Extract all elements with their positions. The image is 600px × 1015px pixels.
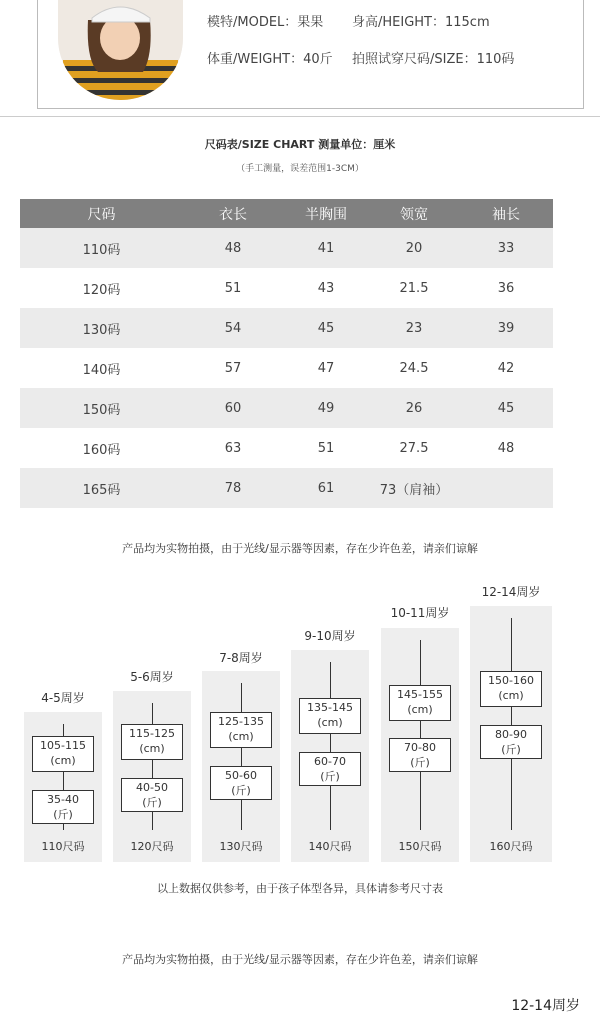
reference-note: 以上数据仅供参考，由于孩子体型各异，具体请参考尺寸表 xyxy=(157,882,443,895)
size-label: 150尺码 xyxy=(398,840,442,853)
size-table xyxy=(20,199,553,508)
cell-size: 110码 xyxy=(82,242,121,258)
cell-sleeve: 45 xyxy=(497,400,515,416)
table-row xyxy=(20,228,553,268)
cell-size: 150码 xyxy=(82,402,121,418)
cell-chest: 51 xyxy=(317,440,335,456)
table-row xyxy=(20,428,553,468)
cell-sleeve: 39 xyxy=(497,320,515,336)
model-weight: 体重/WEIGHT：40斤 xyxy=(207,52,333,67)
age-label: 12-14周岁 xyxy=(481,585,541,599)
height-range-box: 115-125 (cm) xyxy=(121,724,183,760)
cell-length: 60 xyxy=(224,400,242,416)
size-label: 140尺码 xyxy=(308,840,352,853)
height-range-box: 125-135 (cm) xyxy=(210,712,272,748)
cell-collar: 24.5 xyxy=(399,360,429,376)
cell-length: 63 xyxy=(224,440,242,456)
height-range-box: 105-115 (cm) xyxy=(32,736,94,772)
table-row xyxy=(20,388,553,428)
cell-collar: 23 xyxy=(405,320,423,336)
age-label: 9-10周岁 xyxy=(304,629,356,643)
cell-length: 54 xyxy=(224,320,242,336)
table-row xyxy=(20,468,553,508)
header-collar: 领宽 xyxy=(400,206,428,223)
cell-length: 48 xyxy=(224,240,242,256)
cell-chest: 43 xyxy=(317,280,335,296)
table-row xyxy=(20,268,553,308)
weight-range-box: 50-60 (斤) xyxy=(210,766,272,800)
color-disclaimer: 产品均为实物拍摄，由于光线/显示器等因素，存在少许色差，请亲们谅解 xyxy=(122,542,478,555)
cell-sleeve: 48 xyxy=(497,440,515,456)
cell-length: 78 xyxy=(224,480,242,496)
cell-size: 160码 xyxy=(82,442,121,458)
cell-length: 51 xyxy=(224,280,242,296)
height-range-box: 135-145 (cm) xyxy=(299,698,361,734)
cell-collar: 26 xyxy=(405,400,423,416)
cell-size: 130码 xyxy=(82,322,121,338)
table-header xyxy=(20,199,553,228)
cell-length: 57 xyxy=(224,360,242,376)
height-range-box: 150-160 (cm) xyxy=(480,671,542,707)
age-label: 4-5周岁 xyxy=(41,691,85,705)
weight-range-box: 60-70 (斤) xyxy=(299,752,361,786)
model-height: 身高/HEIGHT：115cm xyxy=(352,15,490,30)
height-range-box: 145-155 (cm) xyxy=(389,685,451,721)
cell-sleeve: 36 xyxy=(497,280,515,296)
cell-size: 165码 xyxy=(82,482,121,498)
weight-range-box: 80-90 (斤) xyxy=(480,725,542,759)
weight-range-box: 70-80 (斤) xyxy=(389,738,451,772)
color-disclaimer-2: 产品均为实物拍摄，由于光线/显示器等因素，存在少许色差，请亲们谅解 xyxy=(122,953,478,966)
table-row xyxy=(20,308,553,348)
column-axis-line xyxy=(420,640,421,830)
cell-chest: 61 xyxy=(317,480,335,496)
header-length: 衣长 xyxy=(219,206,247,223)
cell-collar: 73（肩袖） xyxy=(379,482,449,498)
size-chart-title: 尺码表/SIZE CHART 测量单位：厘米 xyxy=(204,138,396,151)
age-label: 10-11周岁 xyxy=(390,606,450,620)
column-axis-line xyxy=(330,662,331,830)
cell-collar: 27.5 xyxy=(399,440,429,456)
cell-chest: 47 xyxy=(317,360,335,376)
age-label: 7-8周岁 xyxy=(219,651,263,665)
weight-range-box: 40-50 (斤) xyxy=(121,778,183,812)
column-axis-line xyxy=(511,618,512,830)
size-label: 130尺码 xyxy=(219,840,263,853)
column-axis-line xyxy=(241,683,242,830)
divider xyxy=(0,116,600,117)
cell-collar: 20 xyxy=(405,240,423,256)
cell-collar: 21.5 xyxy=(399,280,429,296)
cell-sleeve: 42 xyxy=(497,360,515,376)
bottom-age-label: 12-14周岁 xyxy=(511,998,580,1014)
size-label: 110尺码 xyxy=(41,840,85,853)
model-size: 拍照试穿尺码/SIZE：110码 xyxy=(352,52,515,67)
size-label: 160尺码 xyxy=(489,840,533,853)
cell-sleeve: 33 xyxy=(497,240,515,256)
cell-chest: 41 xyxy=(317,240,335,256)
cell-size: 120码 xyxy=(82,282,121,298)
table-row xyxy=(20,348,553,388)
header-size: 尺码 xyxy=(87,206,116,223)
model-name: 模特/MODEL：果果 xyxy=(207,15,324,30)
header-sleeve: 袖长 xyxy=(492,206,520,223)
weight-range-box: 35-40 (斤) xyxy=(32,790,94,824)
header-chest: 半胸围 xyxy=(305,206,347,223)
age-label: 5-6周岁 xyxy=(130,670,174,684)
size-chart-subtitle: （手工测量，误差范围1-3CM） xyxy=(236,164,364,174)
cell-size: 140码 xyxy=(82,362,121,378)
cell-chest: 49 xyxy=(317,400,335,416)
size-label: 120尺码 xyxy=(130,840,174,853)
cell-chest: 45 xyxy=(317,320,335,336)
